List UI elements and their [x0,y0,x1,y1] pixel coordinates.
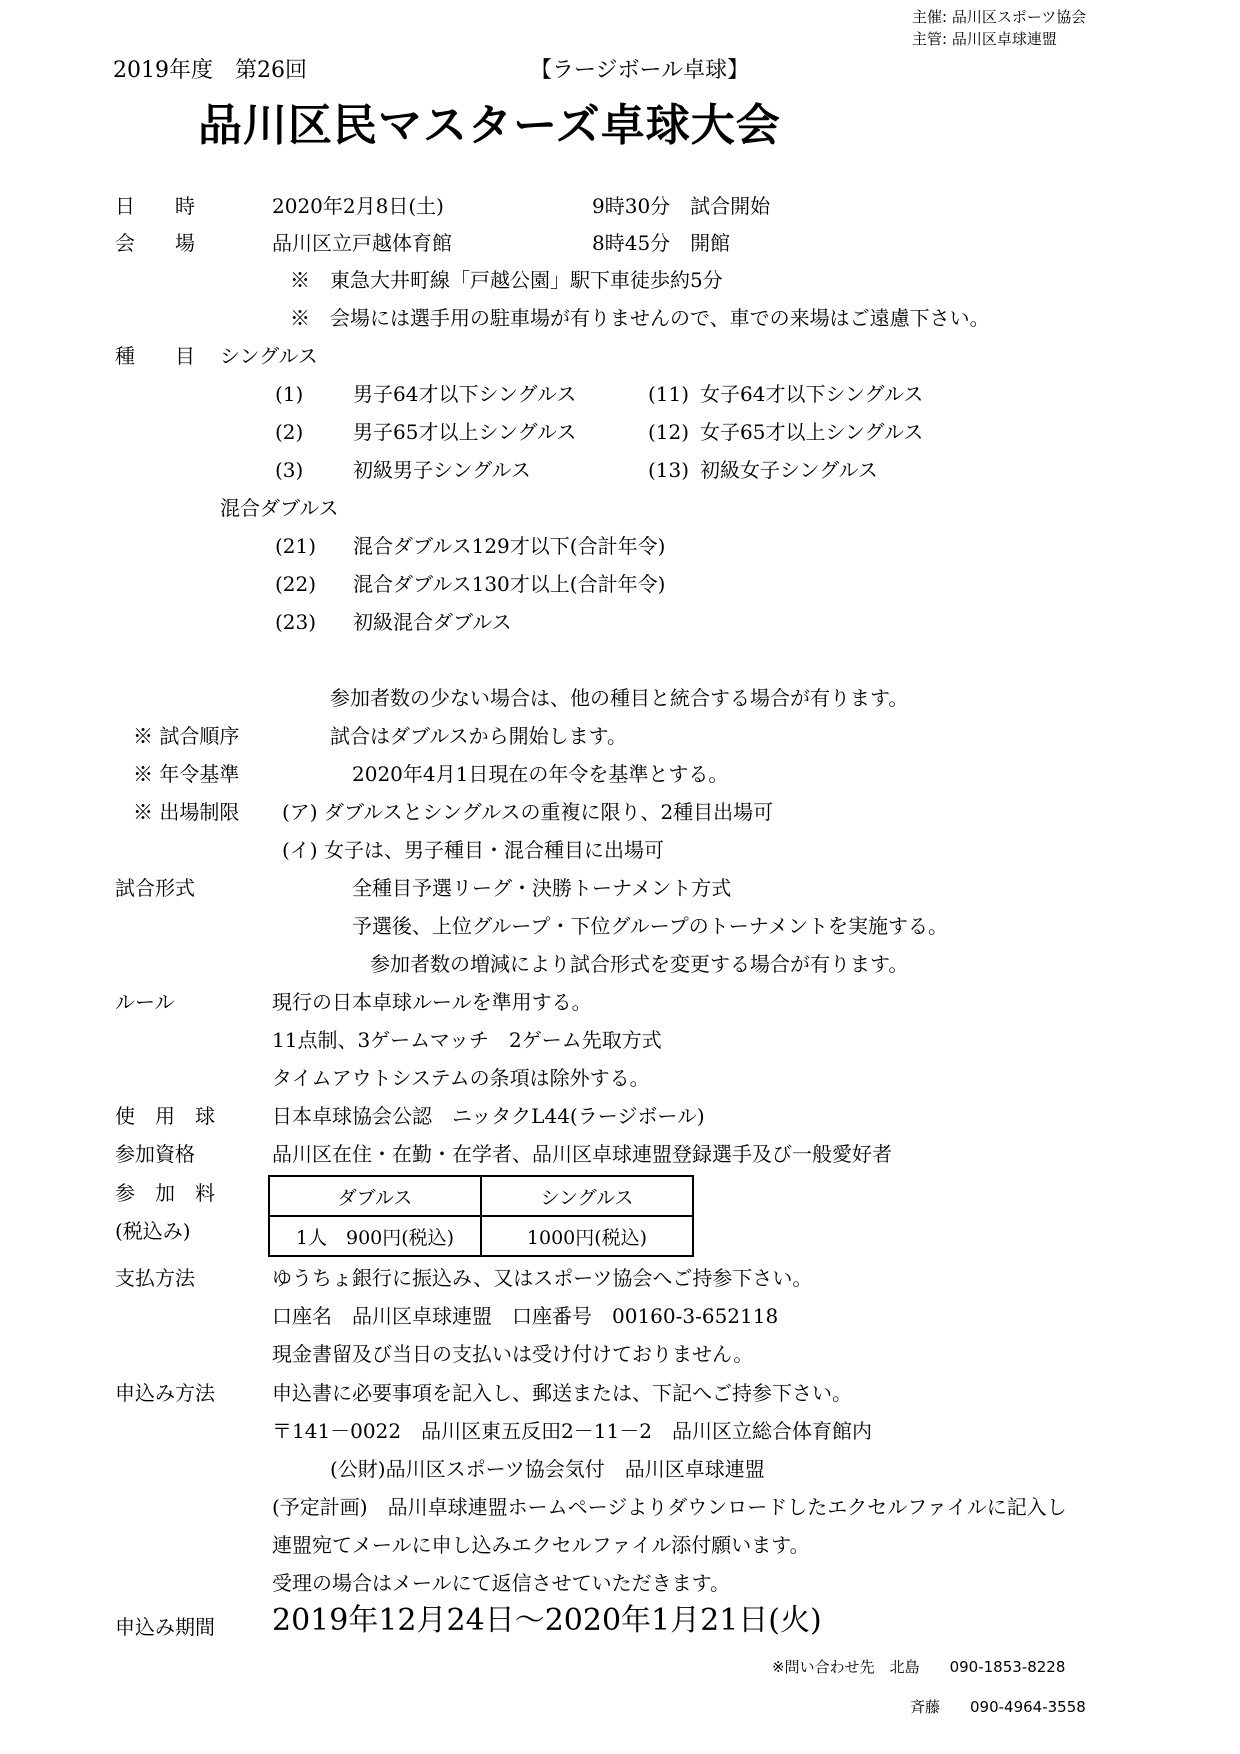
payment-account: 口座名 品川区卓球連盟 口座番号 00160-3-652118 [272,1304,779,1328]
fee-doubles: 1人 900円(税込) [269,1216,481,1256]
event-name: 男子64才以下シングルス [353,382,577,406]
event-number: (21) [275,534,317,558]
format-line: 全種目予選リーグ・決勝トーナメント方式 [352,876,732,900]
year-round: 2019年度 第26回 [113,58,307,83]
event-number: (13) [648,458,690,482]
event-name: 女子65才以上シングルス [700,420,924,444]
eligibility-label: 参加資格 [115,1142,195,1166]
venue-label: 会 場 [115,231,195,255]
application-line: 申込書に必要事項を記入し、郵送または、下記へご持参下さい。 [272,1381,852,1405]
start-time: 9時30分 試合開始 [592,194,771,218]
application-label: 申込み方法 [115,1381,215,1405]
application-line: 連盟宛てメールに申し込みエクセルファイル添付願います。 [272,1533,810,1557]
ball-value: 日本卓球協会公認 ニッタクL44(ラージボール) [272,1104,705,1128]
limit-label: ※ 出場制限 [133,800,240,824]
organizer: 主催: 品川区スポーツ協会 [912,8,1087,26]
limit-i: (イ) 女子は、男子種目・混合種目に出場可 [282,838,664,862]
doubles-heading: 混合ダブルス [220,496,339,520]
access-note: ※ 東急大井町線「戸越公園」駅下車徒歩約5分 [290,268,723,292]
manager: 主管: 品川区卓球連盟 [912,30,1057,48]
event-name: 混合ダブルス129才以下(合計年令) [353,534,666,558]
event-number: (2) [275,420,304,444]
payment-line: ゆうちょ銀行に振込み、又はスポーツ協会へご持参下さい。 [272,1266,813,1290]
parking-note: ※ 会場には選手用の駐車場が有りませんので、車での来場はご遠慮下さい。 [290,306,990,330]
venue-value: 品川区立戸越体育館 [272,231,452,255]
contact-saito: 斉藤 090-4964-3558 [910,1698,1086,1716]
period-label: 申込み期間 [115,1615,215,1639]
order-value: 試合はダブルスから開始します。 [330,724,627,748]
event-name: 混合ダブルス130才以上(合計年令) [353,572,666,596]
events-label: 種 目 [115,344,195,368]
order-label: ※ 試合順序 [133,724,240,748]
fee-tax-label: (税込み) [115,1219,191,1243]
event-number: (23) [275,610,317,634]
eligibility-value: 品川区在住・在勤・在学者、品川区卓球連盟登録選手及び一般愛好者 [272,1142,892,1166]
date-value: 2020年2月8日(土) [272,194,444,218]
format-line: 予選後、上位グループ・下位グループのトーナメントを実施する。 [352,914,948,938]
application-recipient: (公財)品川区スポーツ協会気付 品川区卓球連盟 [330,1457,765,1481]
event-name: 初級混合ダブルス [353,610,512,634]
event-number: (11) [648,382,690,406]
fee-singles: 1000円(税込) [481,1216,693,1256]
age-value: 2020年4月1日現在の年令を基準とする。 [352,762,729,786]
rule-line: 11点制、3ゲームマッチ 2ゲーム先取方式 [272,1028,662,1052]
payment-line: 現金書留及び当日の支払いは受け付けておりません。 [272,1342,754,1366]
contact-kitajima: ※問い合わせ先 北島 090-1853-8228 [772,1658,1066,1676]
event-number: (22) [275,572,317,596]
singles-heading: シングルス [220,344,318,368]
format-label: 試合形式 [115,876,195,900]
fee-header-singles: シングルス [481,1176,693,1216]
open-time: 8時45分 開館 [592,231,731,255]
application-address: 〒141－0022 品川区東五反田2－11－2 品川区立総合体育館内 [272,1419,872,1443]
fee-label: 参 加 料 [115,1181,215,1205]
event-number: (1) [275,382,304,406]
fee-table [268,1175,694,1257]
fee-header-doubles: ダブルス [269,1176,481,1216]
rule-line: タイムアウトシステムの条項は除外する。 [272,1066,650,1090]
event-name: 初級女子シングルス [700,458,878,482]
age-label: ※ 年令基準 [133,762,240,786]
ball-label: 使 用 球 [115,1104,215,1128]
event-number: (3) [275,458,304,482]
period-value: 2019年12月24日～2020年1月21日(火) [272,1603,822,1638]
limit-a: (ア) ダブルスとシングルスの重複に限り、2種目出場可 [282,800,774,824]
rule-label: ルール [115,990,175,1014]
merge-note: 参加者数の少ない場合は、他の種目と統合する場合が有ります。 [330,686,909,710]
event-number: (12) [648,420,690,444]
event-name: 男子65才以上シングルス [353,420,577,444]
date-label: 日 時 [115,194,195,218]
format-line: 参加者数の増減により試合形式を変更する場合が有ります。 [370,952,909,976]
rule-line: 現行の日本卓球ルールを準用する。 [272,990,592,1014]
event-name: 女子64才以下シングルス [700,382,924,406]
page-title: 品川区民マスターズ卓球大会 [198,100,781,151]
application-line: 受理の場合はメールにて返信させていただきます。 [272,1571,730,1595]
event-name: 初級男子シングルス [353,458,531,482]
payment-label: 支払方法 [115,1266,195,1290]
application-line: (予定計画) 品川卓球連盟ホームページよりダウンロードしたエクセルファイルに記入し [272,1495,1067,1519]
category: 【ラージボール卓球】 [530,58,750,83]
